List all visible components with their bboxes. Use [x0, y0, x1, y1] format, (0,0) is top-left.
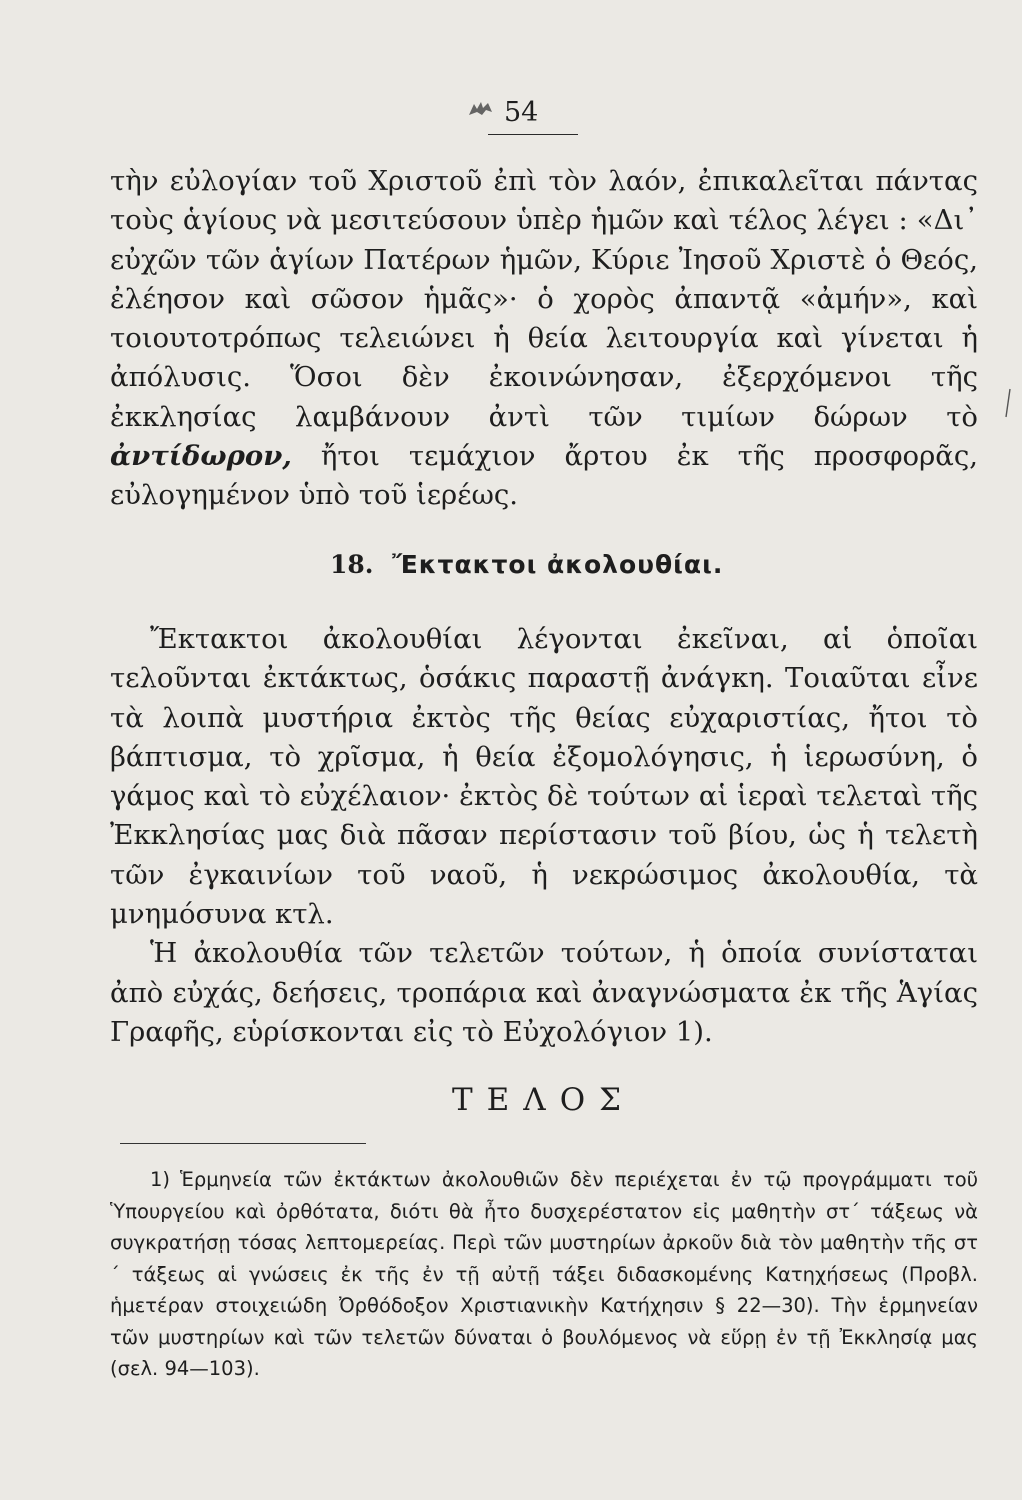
section-number: 18.: [330, 550, 374, 579]
end-word: ΤΕΛΟΣ: [452, 1082, 636, 1118]
page-header: [468, 96, 578, 136]
ink-blot-mark: [468, 100, 494, 118]
section-heading: [330, 548, 723, 582]
footnote: [110, 1164, 978, 1385]
paragraph-liturgy-ending: [110, 162, 978, 516]
footnote-marker: 1): [150, 1168, 171, 1191]
antidoron-term: ἀντίδωρον,: [110, 440, 292, 473]
paragraph-3-text: Ἡ ἀκολουθία τῶν τελετῶν τούτων, ἡ ὁποία συνίσταται ἀπὸ εὐχάς, δεήσεις, τροπάρια καὶ ἀναγνώσματα ἐκ τῆς Ἁγίας Γραφῆς, εὑρίσκονται εἰς τὸ Εὐχολόγιον 1).: [110, 937, 978, 1048]
section-title: Ἔκτακτοι ἀκολουθίαι.: [392, 550, 724, 579]
paragraph-1-text-end: ἤτοι τεμάχιον ἄρτου ἐκ τῆς προσφορᾶς, εὐλογημένον ὑπὸ τοῦ ἱερέως.: [110, 440, 978, 512]
page-number-rule: [488, 134, 578, 135]
paragraph-1-text: τὴν εὐλογίαν τοῦ Χριστοῦ ἐπὶ τὸν λαόν, ἐπικαλεῖται πάντας τοὺς ἁγίους νὰ μεσιτεύσουν ὑπὲρ ἡμῶν καὶ τέλος λέγει : «Δι᾽ εὐχῶν τῶν ἁγίων Πατέρων ἡμῶν, Κύριε Ἰησοῦ Χριστὲ ὁ Θεός, ἐλέησον καὶ σῶσον ἡμᾶς»· ὁ χορὸς ἀπαντᾷ «ἀμήν», καὶ τοιουτοτρόπως τελειώνει ἡ θεία λειτουργία καὶ γίνεται ἡ ἀπόλυσις. Ὅσοι δὲν ἐκοινώνησαν, ἐξερχόμενοι τῆς ἐκκλησίας λαμβάνουν ἀντὶ τῶν τιμίων δώρων τὸ: [110, 165, 978, 433]
margin-pencil-mark: [1004, 388, 1012, 418]
paragraph-extraordinary-services: [110, 620, 978, 1052]
footnote-text: Ἑρμηνεία τῶν ἐκτάκτων ἀκολουθιῶν δὲν περιέχεται ἐν τῷ προγράμματι τοῦ Ὑπουργείου καὶ ὀρθότατα, διότι θὰ ἦτο δυσχερέστατον εἰς μαθητὴν στ´ τάξεως νὰ συγκρατήσῃ τόσας λεπτομερείας. Περὶ τῶν μυστηρίων ἀρκοῦν διὰ τὸν μαθητὴν τῆς στ´ τάξεως αἱ γνώσεις ἐκ τῆς ἐν τῇ αὐτῇ τάξει διδασκομένης Κατηχήσεως (Προβλ. ἡμετέραν στοιχειώδη Ὀρθόδοξον Χριστιανικὴν Κατήχησιν § 22—30). Τὴν ἑρμηνείαν τῶν μυστηρίων καὶ τῶν τελετῶν δύναται ὁ βουλόμενος νὰ εὕρῃ ἐν τῇ Ἐκκλησίᾳ μας (σελ. 94—103).: [110, 1168, 978, 1380]
footnote-rule: [120, 1143, 366, 1144]
paragraph-2-text: Ἔκτακτοι ἀκολουθίαι λέγονται ἐκεῖναι, αἱ ὁποῖαι τελοῦνται ἐκτάκτως, ὁσάκις παραστῇ ἀνάγκη. Τοιαῦται εἶνε τὰ λοιπὰ μυστήρια ἐκτὸς τῆς θείας εὐχαριστίας, ἤτοι τὸ βάπτισμα, τὸ χρῖσμα, ἡ θεία ἐξομολόγησις, ἡ ἱερωσύνη, ὁ γάμος καὶ τὸ εὐχέλαιον· ἐκτὸς δὲ τούτων αἱ ἱεραὶ τελεταὶ τῆς Ἐκκλησίας μας διὰ πᾶσαν περίστασιν τοῦ βίου, ὡς ἡ τελετὴ τῶν ἐγκαινίων τοῦ ναοῦ, ἡ νεκρώσιμος ἀκολουθία, τὰ μνημόσυνα κτλ.: [110, 623, 978, 931]
page-number: 54: [504, 97, 539, 128]
